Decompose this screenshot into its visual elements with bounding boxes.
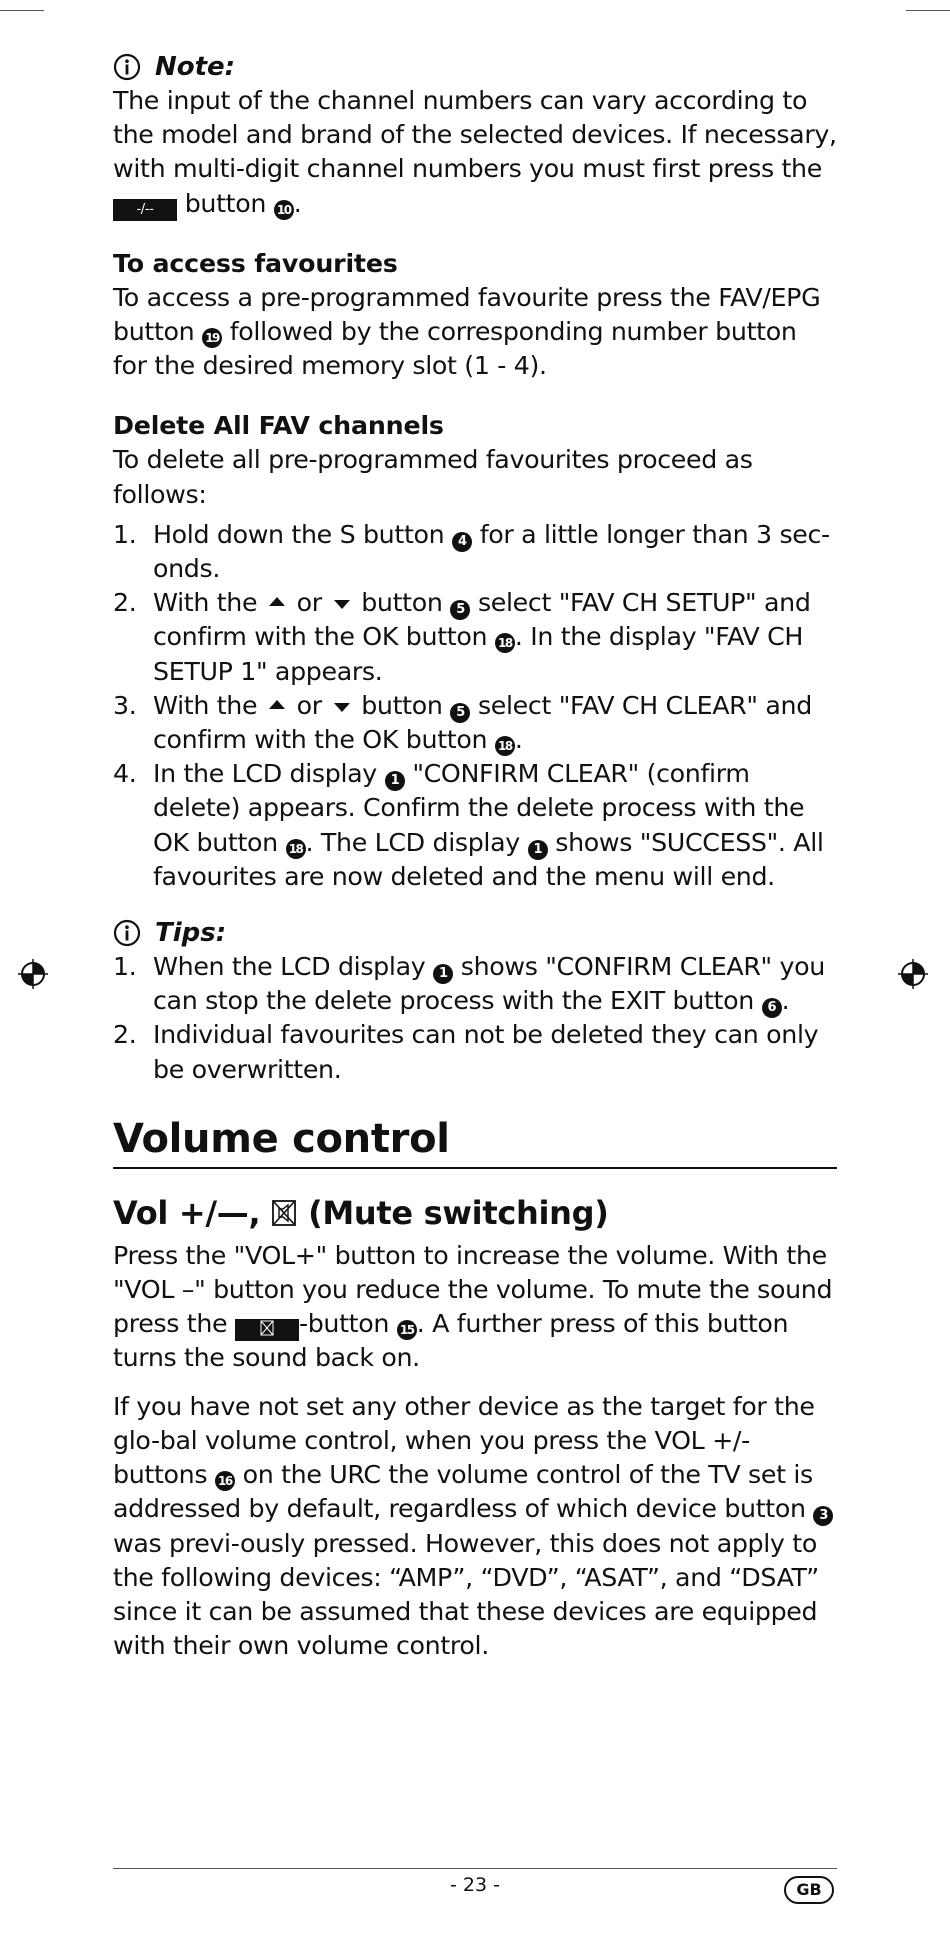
tip-text: shows "CONFIRM CLEAR" you can stop the delete process with the EXIT button — [153, 952, 825, 1016]
info-icon — [113, 919, 141, 947]
volume-paragraph-1 — [113, 1239, 837, 1376]
volume-subheading-text-2: (Mute switching) — [308, 1193, 609, 1232]
tips-heading-text: Tips: — [155, 918, 227, 949]
favourites-heading: To access favourites — [113, 248, 398, 278]
page-number: - 23 - — [450, 1874, 500, 1896]
delete-heading: Delete All FAV channels — [113, 411, 444, 441]
ref-number: 5 — [450, 600, 470, 620]
list-item — [113, 757, 837, 894]
ref-number: 18 — [286, 839, 306, 859]
step-text: button — [361, 690, 443, 720]
step-text: select "FAV CH SETUP" and confirm with the OK button — [153, 588, 811, 652]
step-text: In the LCD display — [153, 759, 377, 789]
list-number: 1. — [113, 519, 137, 549]
step-text: for a little longer than 3 sec-onds. — [153, 519, 830, 584]
volume-text: was previ-ously pressed. However, this does not apply to the following devices: “AMP”, “DVD”, “ASAT”, and “DSAT” since it can be assumed that these devices are equipped with their own volume control. — [113, 1528, 819, 1661]
registration-mark-icon — [18, 959, 48, 989]
favourites-text: To access a pre-programmed favourite press the FAV/EPG button — [113, 282, 821, 347]
volume-text: Press the "VOL+" button to increase the volume. With the "VOL –" button you reduce the volume. To mute the sound press the — [113, 1240, 833, 1339]
list-number: 3. — [113, 690, 137, 720]
step-text: With the — [153, 588, 258, 618]
note-text: The input of the channel numbers can vary according to the model and brand of the selected devices. If necessary, with multi-digit channel numbers you must first press the — [113, 86, 837, 184]
volume-paragraph-2 — [113, 1390, 837, 1664]
arrow-up-icon — [269, 597, 285, 606]
ref-number: 18 — [495, 736, 515, 756]
delete-steps — [113, 518, 837, 894]
note-paragraph — [113, 84, 837, 221]
list-item — [113, 586, 837, 689]
volume-text: -button — [298, 1309, 390, 1339]
ref-number: 18 — [495, 633, 515, 653]
ref-number: 16 — [215, 1471, 235, 1491]
mute-key-icon — [235, 1319, 299, 1341]
favourites-text-2: followed by the corresponding number button for the desired memory slot (1 - 4). — [113, 317, 797, 381]
tip-text: . — [781, 986, 790, 1016]
volume-text: on the URC the volume control of the TV set is addressed by default, regardless of which device button — [113, 1460, 813, 1524]
volume-section-title: Volume control — [113, 1113, 837, 1169]
tip-text: Individual favourites can not be deleted they can only be overwritten. — [153, 1020, 819, 1084]
page-content — [113, 50, 837, 1663]
step-text: or — [296, 588, 322, 618]
list-number: 1. — [113, 952, 137, 982]
list-item — [113, 950, 837, 1018]
list-item — [113, 518, 837, 586]
ref-number: 19 — [202, 328, 222, 348]
favourites-paragraph — [113, 281, 837, 384]
multi-digit-key-label: -/-- — [113, 199, 177, 221]
delete-intro: To delete all pre-programmed favourites proceed as follows: — [113, 445, 753, 509]
volume-text: If you have not set any other device as the target for the glo-bal volume control, when you press the VOL +/- buttons — [113, 1391, 815, 1490]
step-text: Hold down the S button — [153, 519, 445, 549]
info-icon — [113, 53, 141, 81]
ref-number: 5 — [450, 703, 470, 723]
arrow-down-icon — [334, 703, 350, 712]
tips-list — [113, 950, 837, 1087]
step-text: . In the display "FAV CH SETUP 1" appears. — [153, 622, 804, 686]
arrow-up-icon — [269, 700, 285, 709]
note-heading-text: Note: — [155, 52, 236, 82]
note-text-2: button — [184, 188, 267, 218]
mute-icon — [271, 1199, 297, 1227]
step-text: . The LCD display — [305, 827, 520, 857]
note-text-3: . — [293, 188, 302, 218]
step-text: . — [514, 725, 523, 755]
tips-heading — [113, 916, 837, 950]
ref-number: 10 — [274, 200, 294, 220]
ref-number: 1 — [528, 840, 548, 860]
list-number: 2. — [113, 588, 137, 618]
step-text: "CONFIRM CLEAR" (confirm delete) appears. Confirm the delete process with the OK button — [153, 759, 805, 857]
step-text: or — [296, 690, 322, 720]
note-heading — [113, 50, 837, 84]
ref-number: 1 — [433, 964, 453, 984]
ref-number: 3 — [813, 1506, 833, 1526]
step-text: shows "SUCCESS". All favourites are now deleted and the menu will end. — [153, 827, 824, 891]
list-item — [113, 689, 837, 757]
country-badge: GB — [784, 1876, 834, 1904]
crop-mark-right — [906, 10, 950, 11]
ref-number: 1 — [385, 771, 405, 791]
volume-subheading-text: Vol +/—, — [113, 1193, 261, 1232]
arrow-down-icon — [334, 600, 350, 609]
tip-text: When the LCD display — [153, 952, 426, 982]
step-text: select "FAV CH CLEAR" and confirm with the OK button — [153, 690, 812, 755]
ref-number: 15 — [397, 1320, 417, 1340]
list-item — [113, 1018, 837, 1086]
registration-mark-icon — [898, 959, 928, 989]
ref-number: 6 — [762, 998, 782, 1018]
step-text: button — [361, 588, 443, 618]
step-text: With the — [153, 690, 258, 720]
ref-number: 4 — [452, 532, 472, 552]
list-number: 4. — [113, 759, 137, 789]
crop-mark-left — [0, 10, 44, 11]
volume-subheading — [113, 1191, 837, 1235]
volume-text: . A further press of this button turns the sound back on. — [113, 1309, 789, 1373]
list-number: 2. — [113, 1020, 137, 1050]
